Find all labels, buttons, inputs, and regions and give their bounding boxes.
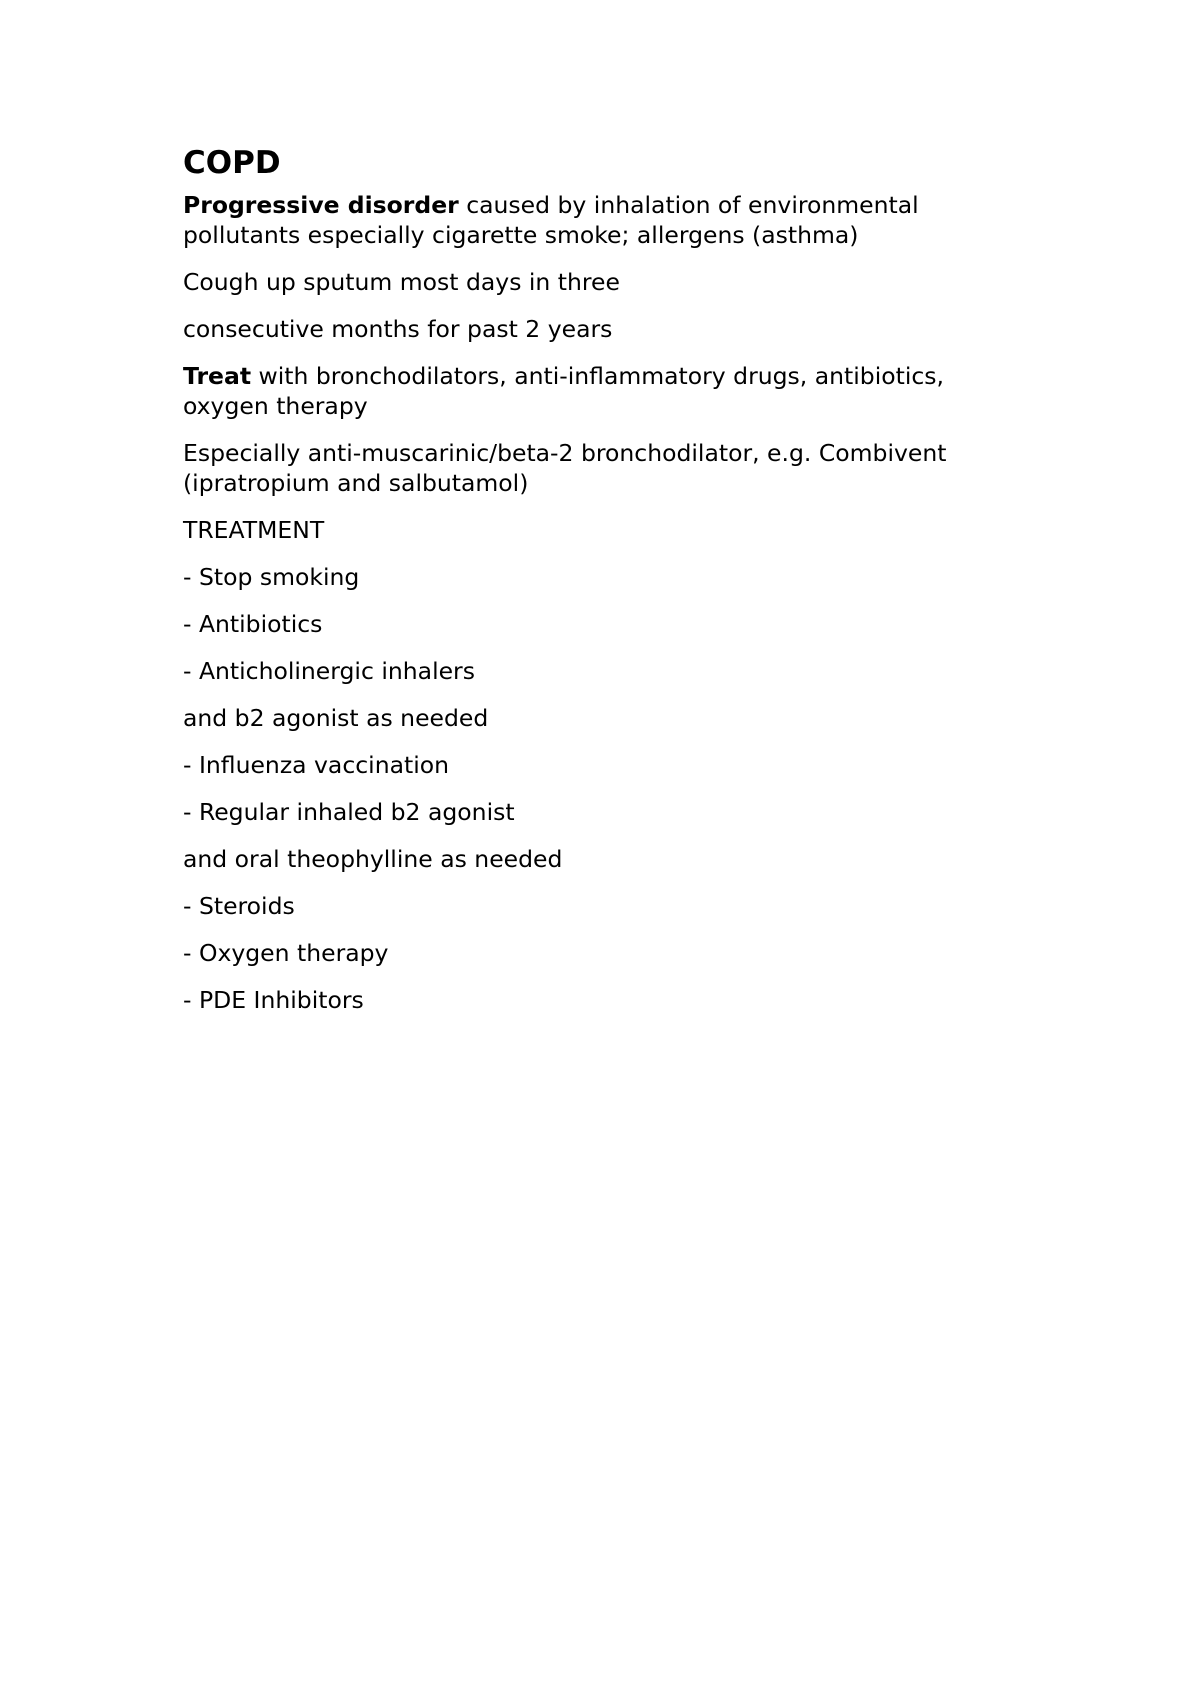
document-page — [183, 140, 1023, 1032]
cough-line-1: Cough up sputum most days in three — [183, 268, 620, 296]
treatment-item: - Oxygen therapy — [183, 939, 389, 967]
intro-bold-term: Progressive disorder — [183, 191, 459, 219]
treatment-item: - Antibiotics — [183, 610, 323, 638]
treatment-item: - Steroids — [183, 892, 295, 920]
intro-paragraph — [183, 190, 1023, 250]
treatment-item: - Regular inhaled b2 agonist — [183, 798, 515, 826]
treatment-item: and oral theophylline as needed — [183, 845, 563, 873]
treatment-item: - PDE Inhibitors — [183, 986, 364, 1014]
treat-text: with bronchodilators, anti-inflammatory drugs, antibiotics, oxygen therapy — [183, 362, 952, 420]
treatment-item: - Influenza vaccination — [183, 751, 450, 779]
treatment-item: - Anticholinergic inhalers — [183, 657, 475, 685]
treat-paragraph — [183, 361, 1023, 421]
document-title: COPD — [183, 145, 281, 181]
cough-line-2: consecutive months for past 2 years — [183, 315, 613, 343]
treatment-item: - Stop smoking — [183, 563, 360, 591]
especially-paragraph: Especially anti-muscarinic/beta-2 bronchodilator, e.g. Combivent (ipratropium and salbutamol) — [183, 439, 954, 497]
intro-text: caused by inhalation of environmental pollutants especially cigarette smoke; allergens (asthma) — [183, 191, 927, 249]
treatment-heading: TREATMENT — [183, 516, 325, 544]
treatment-item: and b2 agonist as needed — [183, 704, 489, 732]
treat-bold-term: Treat — [183, 362, 252, 390]
